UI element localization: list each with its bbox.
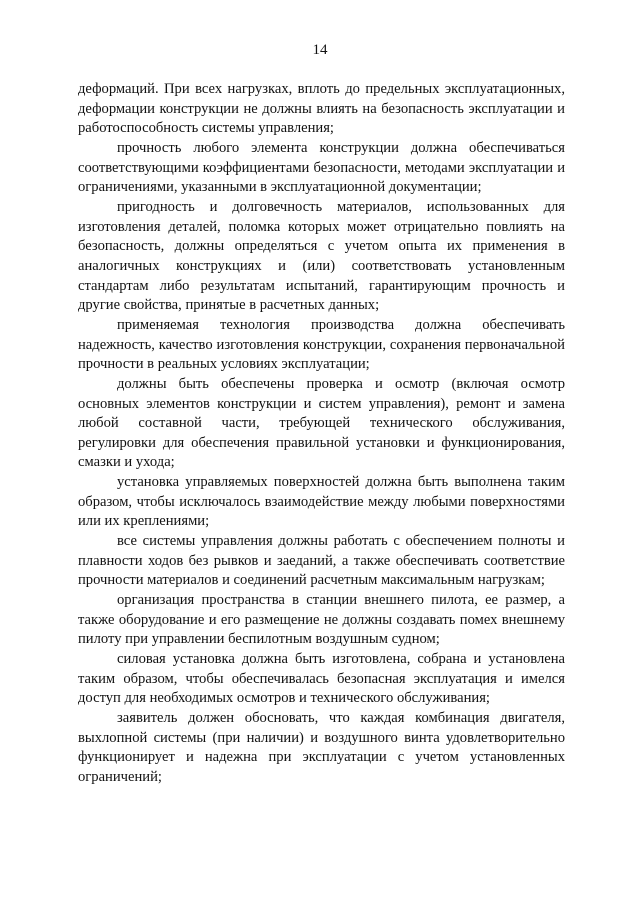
paragraph-strength: прочность любого элемента конструкции должна обеспечиваться соответствующими коэффициентами безопасности, методами эксплуатации и ограничениями, указанными в эксплуатационной документации; [78,139,565,196]
paragraph-control-surfaces: установка управляемых поверхностей должна быть выполнена таким образом, чтобы исключалось взаимодействие между любыми поверхностями или их креплениями; [78,474,565,530]
page-number: 14 [312,42,328,58]
paragraph-control-systems: все системы управления должны работать с обеспечением полноты и плавности ходов без рывков и заеданий, а также обеспечивать соответствие прочности материалов и соединений расчетным максимальным нагрузкам; [78,533,565,589]
paragraph-materials: пригодность и долговечность материалов, использованных для изготовления деталей, поломка которых может отрицательно повлиять на безопасность, должны определяться с учетом опыта их применения в аналогичных конструкциях и (или) соответствовать установленным стандартам либо результатам испытаний, гарантирующим прочность и другие свойства, принятые в расчетных данных; [78,198,565,314]
paragraph-inspection: должны быть обеспечены проверка и осмотр (включая осмотр основных элементов конструкции и систем управления), ремонт и замена любой составной части, требующей технического обслуживания, регулировки для обеспечения правильной установки и функционирования, смазки и ухода; [78,375,565,471]
paragraph-powerplant: силовая установка должна быть изготовлена, собрана и установлена таким образом, чтобы обеспечивалась безопасная эксплуатация и имелся доступ для необходимых осмотров и технического обслуживания; [78,651,565,707]
paragraph-pilot-station: организация пространства в станции внешнего пилота, ее размер, а также оборудование и его размещение не должны создавать помех внешнему пилоту при управлении беспилотным воздушным судном; [78,592,565,648]
document-body [78,80,565,788]
paragraph-engine-combination: заявитель должен обосновать, что каждая комбинация двигателя, выхлопной системы (при наличии) и воздушного винта удовлетворительно функционирует и надежна при эксплуатации с учетом установленных ограничений; [78,710,565,785]
paragraph-technology: применяемая технология производства должна обеспечивать надежность, качество изготовления конструкции, сохранения первоначальной прочности в реальных условиях эксплуатации; [78,316,565,373]
paragraph-deformations: деформаций. При всех нагрузках, вплоть до предельных эксплуатационных, деформации конструкции не должны влиять на безопасность эксплуатации и работоспособность системы управления; [78,81,565,137]
